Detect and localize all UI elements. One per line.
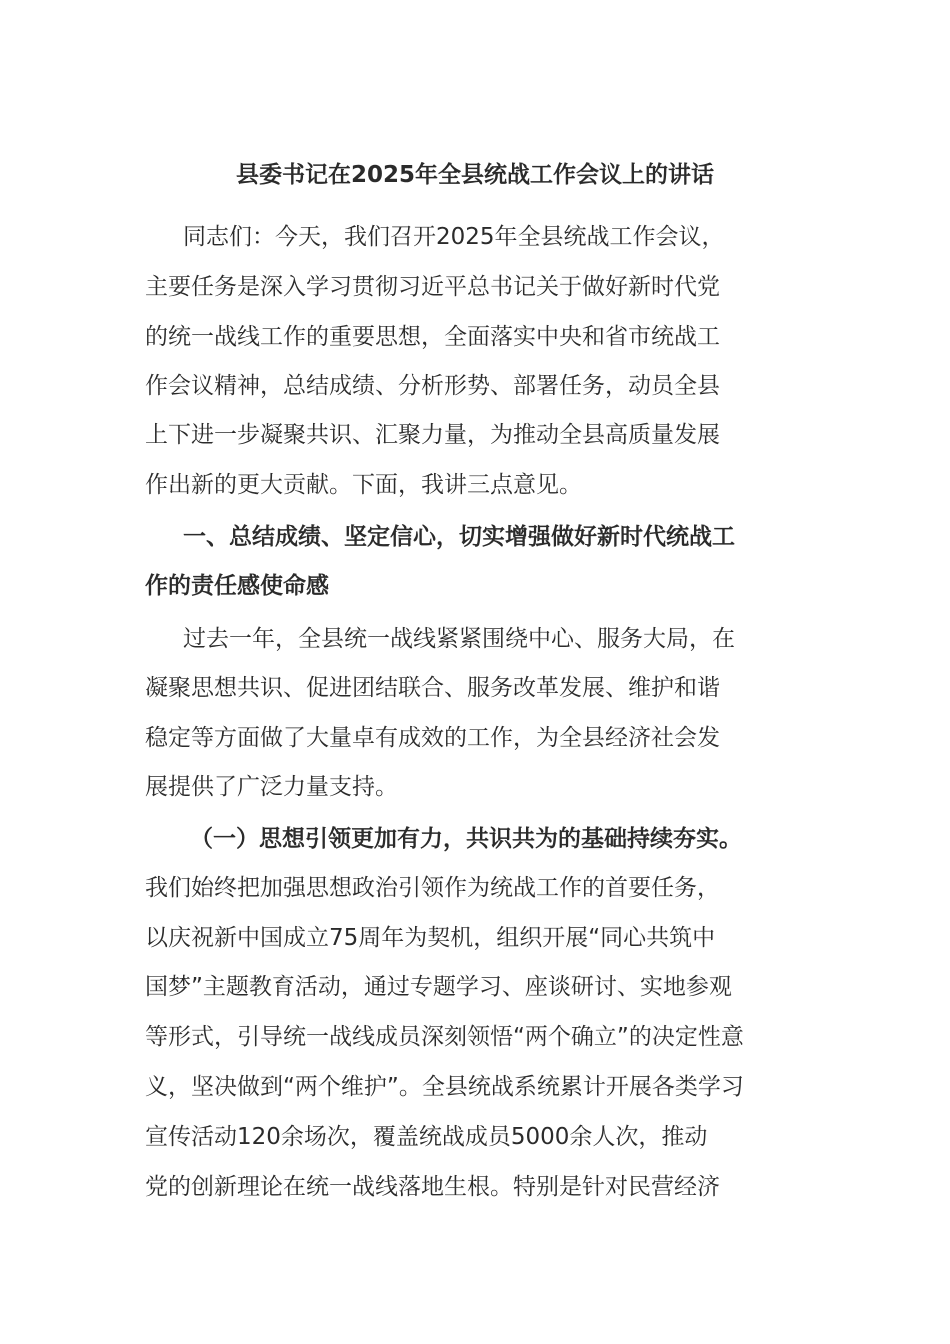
subsection-heading: （一）思想引领更加有力，共识共为的基础持续夯实。 [190,826,742,852]
paragraph-line: 过去一年，全县统一战线紧紧围绕中心、服务大局，在 [183,626,735,652]
paragraph-line: 上下进一步凝聚共识、汇聚力量，为推动全县高质量发展 [145,422,720,448]
paragraph-line: 作会议精神，总结成绩、分析形势、部署任务，动员全县 [145,373,720,399]
paragraph-line: 同志们：今天，我们召开2025年全县统战工作会议， [183,224,725,250]
section-heading: 一、总结成绩、坚定信心，切实增强做好新时代统战工 [183,524,735,550]
document-title: 县委书记在2025年全县统战工作会议上的讲话 [235,162,714,188]
paragraph-line: 以庆祝新中国成立75周年为契机，组织开展“同心共筑中 [145,925,716,951]
paragraph-line: 主要任务是深入学习贯彻习近平总书记关于做好新时代党 [145,274,720,300]
section-heading: 作的责任感使命感 [145,573,329,599]
paragraph-line: 我们始终把加强思想政治引领作为统战工作的首要任务， [145,875,720,901]
paragraph-line: 凝聚思想共识、促进团结联合、服务改革发展、维护和谐 [145,675,720,701]
paragraph-line: 展提供了广泛力量支持。 [145,774,398,800]
paragraph-line: 稳定等方面做了大量卓有成效的工作，为全县经济社会发 [145,725,720,751]
paragraph-line: 义，坚决做到“两个维护”。全县统战系统累计开展各类学习 [145,1074,744,1100]
paragraph-line: 宣传活动120余场次，覆盖统战成员5000余人次，推动 [145,1124,708,1150]
paragraph-line: 等形式，引导统一战线成员深刻领悟“两个确立”的决定性意 [145,1024,744,1050]
paragraph-line: 党的创新理论在统一战线落地生根。特别是针对民营经济 [145,1174,720,1200]
paragraph-line: 作出新的更大贡献。下面，我讲三点意见。 [145,472,582,498]
paragraph-line: 的统一战线工作的重要思想，全面落实中央和省市统战工 [145,324,720,350]
paragraph-line: 国梦”主题教育活动，通过专题学习、座谈研讨、实地参观 [145,974,732,1000]
